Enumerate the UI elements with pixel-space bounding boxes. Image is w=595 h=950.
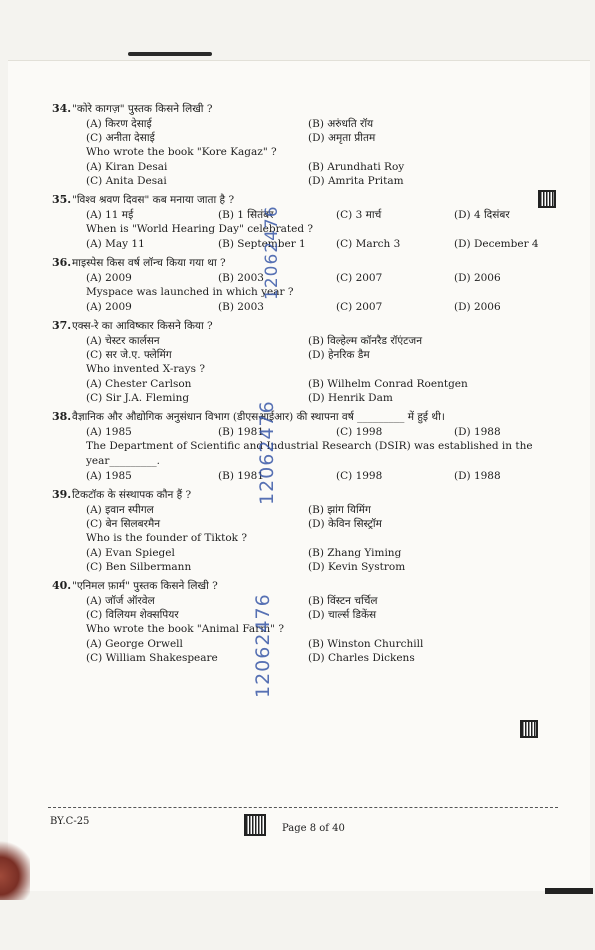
option: (C) 3 मार्च xyxy=(336,209,382,221)
option: (A) किरण देसाई xyxy=(86,118,152,130)
option: (D) 2006 xyxy=(454,301,501,313)
question-text-english: Myspace was launched in which year ? xyxy=(86,286,294,298)
question-number: 38. xyxy=(52,410,72,423)
question-text-hindi: एक्स-रे का आविष्कार किसने किया ? xyxy=(72,320,213,332)
option-row xyxy=(72,208,562,222)
question-text-english: Who wrote the book "Kore Kagaz" ? xyxy=(86,146,277,158)
option: (C) March 3 xyxy=(336,238,401,250)
option: (B) 2003 xyxy=(218,272,264,284)
option: (D) 1988 xyxy=(454,470,501,482)
option-row xyxy=(72,117,562,131)
option-row xyxy=(72,174,562,188)
question-text-hindi: "एनिमल फ़ार्म" पुस्तक किसने लिखी ? xyxy=(72,580,218,592)
question-item xyxy=(52,193,562,251)
option-row xyxy=(72,131,562,145)
option: (A) जॉर्ज ऑरवेल xyxy=(86,595,155,607)
option: (A) 2009 xyxy=(86,272,132,284)
page-number: Page 8 of 40 xyxy=(282,823,345,834)
option: (C) 2007 xyxy=(336,301,383,313)
option: (B) Wilhelm Conrad Roentgen xyxy=(308,378,468,390)
option: (B) 1981 xyxy=(218,470,264,482)
question-number: 37. xyxy=(52,319,72,332)
option: (D) 4 दिसंबर xyxy=(454,209,510,221)
question-text-english: Who is the founder of Tiktok ? xyxy=(86,532,247,544)
option: (D) Charles Dickens xyxy=(308,652,415,664)
question-text-hindi: माइस्पेस किस वर्ष लॉन्च किया गया था ? xyxy=(72,257,226,269)
question-text-hindi: "विश्व श्रवण दिवस" कब मनाया जाता है ? xyxy=(72,194,235,206)
roll-stamp: 12062476 xyxy=(256,400,278,505)
question-text-hindi: वैज्ञानिक और औद्योगिक अनुसंधान विभाग (डीएसआईआर) की स्थापना वर्ष _________ में हुई थी। xyxy=(72,411,445,423)
footer-divider xyxy=(48,807,558,808)
question-list xyxy=(52,102,562,670)
option: (C) 1998 xyxy=(336,426,383,438)
question-text-english: Who wrote the book "Animal Farm" ? xyxy=(86,623,284,635)
scan-edge-mark xyxy=(545,888,593,894)
question-item xyxy=(52,319,562,405)
question-text-hindi: टिकटॉक के संस्थापक कौन हैं ? xyxy=(72,489,192,501)
option: (C) Ben Silbermann xyxy=(86,561,192,573)
option: (A) 1985 xyxy=(86,426,132,438)
option: (D) Amrita Pritam xyxy=(308,175,404,187)
option-row xyxy=(72,594,562,608)
option: (B) 1981 xyxy=(218,426,264,438)
option: (D) 2006 xyxy=(454,272,501,284)
qr-code-icon xyxy=(244,814,266,836)
option: (D) Henrik Dam xyxy=(308,392,393,404)
option: (A) May 11 xyxy=(86,238,145,250)
thumb-shadow xyxy=(0,840,30,900)
question-text-hindi: "कोरे कागज़" पुस्तक किसने लिखी ? xyxy=(72,103,213,115)
question-number: 39. xyxy=(52,488,72,501)
question-text-english: When is "World Hearing Day" celebrated ? xyxy=(86,223,314,235)
question-item xyxy=(52,256,562,314)
option: (A) George Orwell xyxy=(86,638,183,650)
option: (D) हेनरिक डैम xyxy=(308,349,370,361)
option: (D) 1988 xyxy=(454,426,501,438)
option: (C) 2007 xyxy=(336,272,383,284)
option: (A) इवान स्पीगल xyxy=(86,504,154,516)
booklet-code: BY.C-25 xyxy=(50,816,90,827)
option: (D) चार्ल्स डिकेंस xyxy=(308,609,377,621)
option: (C) सर जे.ए. फ्लेमिंग xyxy=(86,349,172,361)
option: (C) विलियम शेक्सपियर xyxy=(86,609,179,621)
option-row xyxy=(72,237,562,251)
question-item xyxy=(52,488,562,574)
option-row xyxy=(72,377,562,391)
option-row xyxy=(72,651,562,665)
question-item xyxy=(52,102,562,188)
option-row xyxy=(72,560,562,574)
option-row xyxy=(72,637,562,651)
option: (D) December 4 xyxy=(454,238,539,250)
option-row xyxy=(72,503,562,517)
option-row xyxy=(72,469,562,483)
option: (A) Kiran Desai xyxy=(86,161,168,173)
option-row xyxy=(72,517,562,531)
qr-code-icon xyxy=(520,720,538,738)
option-row xyxy=(72,608,562,622)
option: (B) Zhang Yiming xyxy=(308,547,402,559)
option: (A) 2009 xyxy=(86,301,132,313)
question-item xyxy=(52,410,562,483)
option: (B) 1 सितंबर xyxy=(218,209,274,221)
option: (A) 1985 xyxy=(86,470,132,482)
option: (C) Sir J.A. Fleming xyxy=(86,392,190,404)
option-row xyxy=(72,425,562,439)
option: (A) 11 मई xyxy=(86,209,134,221)
option: (C) Anita Desai xyxy=(86,175,167,187)
option: (B) Winston Churchill xyxy=(308,638,424,650)
scan-edge-mark xyxy=(128,52,212,56)
option: (C) 1998 xyxy=(336,470,383,482)
option-row xyxy=(72,300,562,314)
option-row xyxy=(72,271,562,285)
question-number: 34. xyxy=(52,102,72,115)
option-row xyxy=(72,391,562,405)
option: (B) विंस्टन चर्चिल xyxy=(308,595,378,607)
option: (B) झांग यिमिंग xyxy=(308,504,371,516)
option: (B) विल्हेल्म कॉनरैड रॉएंटजन xyxy=(308,335,423,347)
option-row xyxy=(72,546,562,560)
option: (A) Chester Carlson xyxy=(86,378,192,390)
question-number: 40. xyxy=(52,579,72,592)
option: (D) Kevin Systrom xyxy=(308,561,406,573)
option: (A) Evan Spiegel xyxy=(86,547,175,559)
qr-code-icon xyxy=(538,190,556,208)
option: (B) Arundhati Roy xyxy=(308,161,405,173)
option: (A) चेस्टर कार्लसन xyxy=(86,335,160,347)
option: (D) अमृता प्रीतम xyxy=(308,132,376,144)
option: (C) William Shakespeare xyxy=(86,652,218,664)
option-row xyxy=(72,160,562,174)
question-text-english: The Department of Scientific and Industrial Research (DSIR) was established in the year_________. xyxy=(86,440,533,467)
option-row xyxy=(72,334,562,348)
option: (D) केविन सिस्ट्रॉम xyxy=(308,518,382,530)
option: (C) बेन सिलबरमैन xyxy=(86,518,161,530)
option: (C) अनीता देसाई xyxy=(86,132,155,144)
question-number: 36. xyxy=(52,256,72,269)
roll-stamp: 12062476 xyxy=(262,205,282,300)
question-item xyxy=(52,579,562,665)
question-number: 35. xyxy=(52,193,72,206)
question-text-english: Who invented X-rays ? xyxy=(86,363,205,375)
option: (B) अरुंधति रॉय xyxy=(308,118,374,130)
option-row xyxy=(72,348,562,362)
roll-stamp: 12062476 xyxy=(252,593,274,698)
option: (B) September 1 xyxy=(218,238,306,250)
option: (B) 2003 xyxy=(218,301,264,313)
